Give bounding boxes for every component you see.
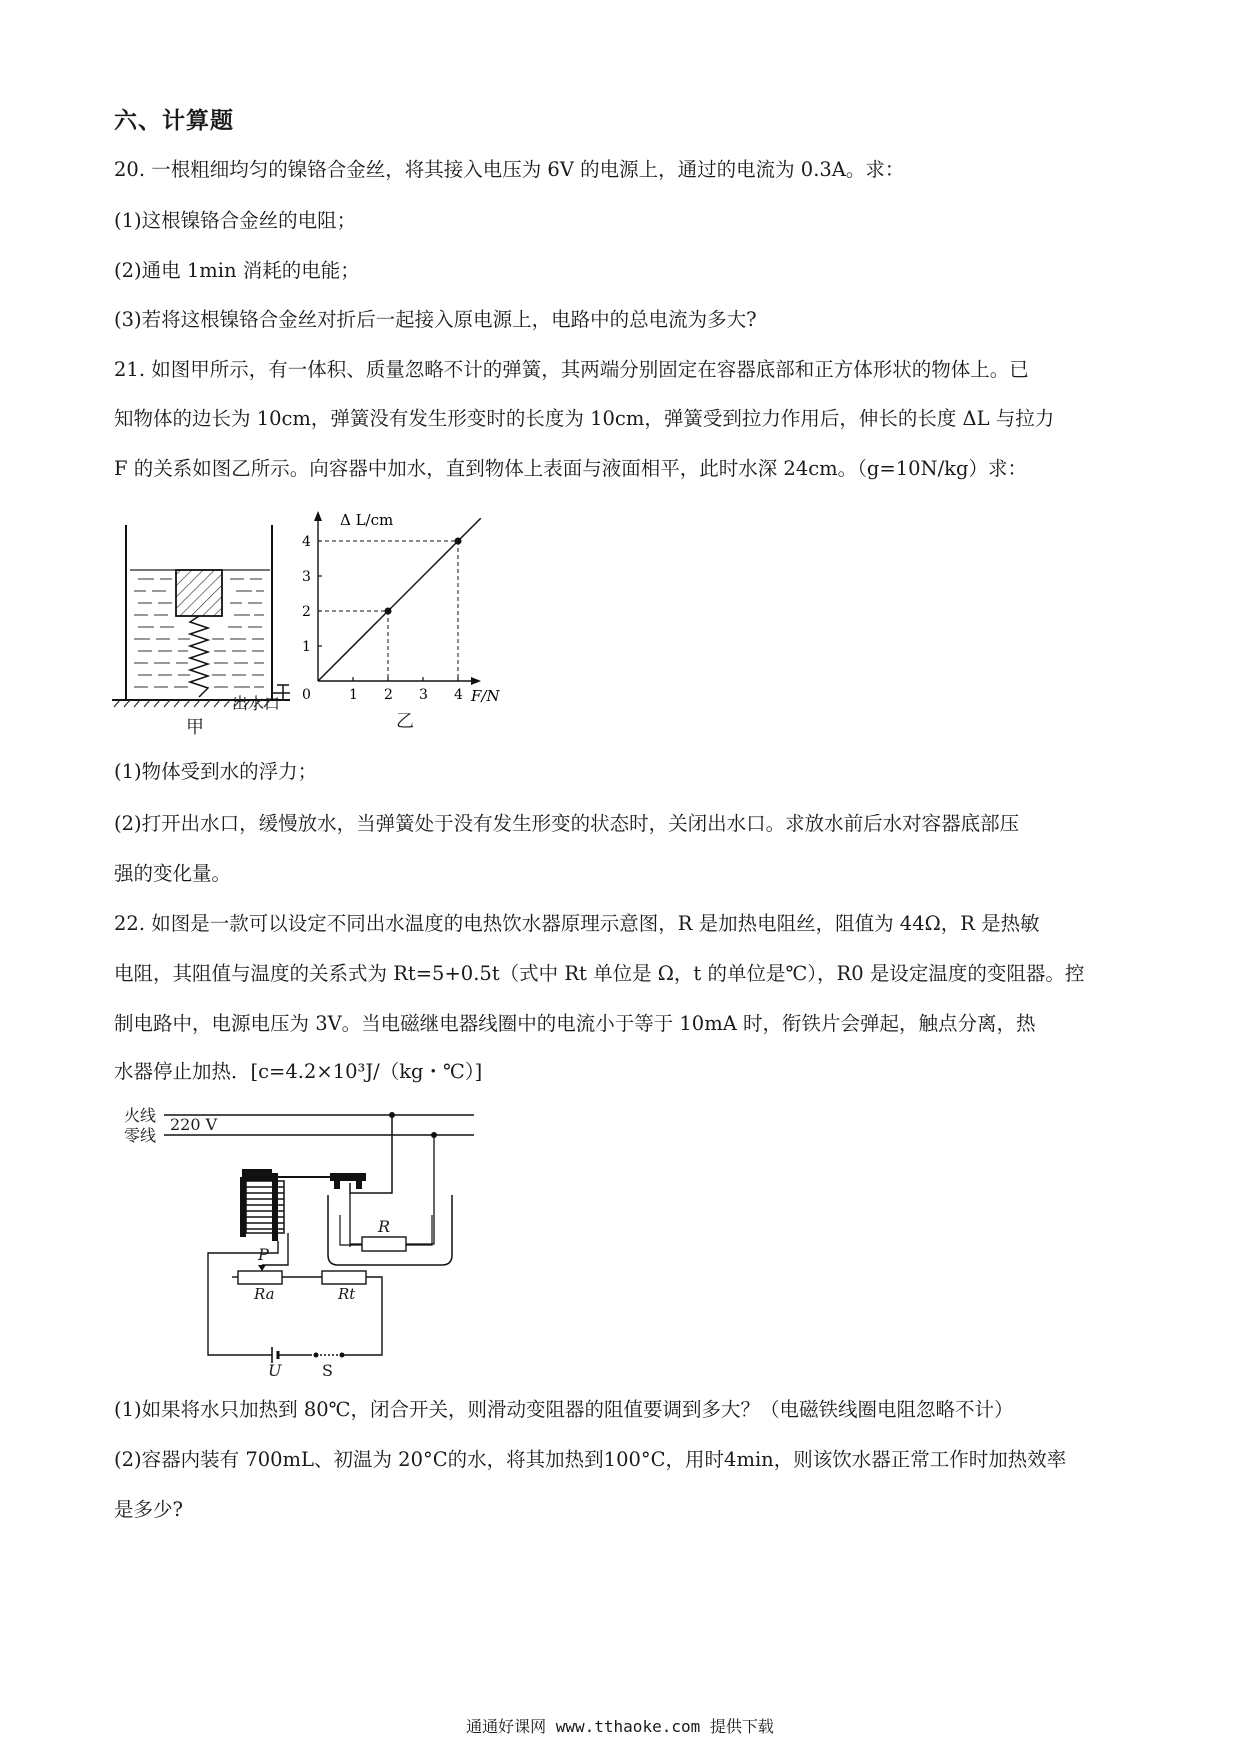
q20-part1: (1)这根镍铬合金丝的电阻； — [114, 209, 357, 232]
y-tick-label: 1 — [302, 639, 311, 655]
figure-yi-caption: 乙 — [396, 711, 414, 732]
q21-stem-line2: 知物体的边长为 10cm，弹簧没有发生形变时的长度为 10cm，弹簧受到拉力作用后，伸长的长度 ΔL 与拉力 — [114, 407, 1055, 430]
q20-part2: (2)通电 1min 消耗的电能； — [114, 259, 360, 282]
q21-part1: (1)物体受到水的浮力； — [114, 760, 318, 783]
footer-download-note: 通通好课网 www.tthaoke.com 提供下载 — [466, 1717, 774, 1736]
rt-label: Rt — [338, 1285, 356, 1303]
q22-stem-line1: 22. 如图是一款可以设定不同出水温度的电热饮水器原理示意图，R 是加热电阻丝，阻值为 44Ω，R 是热敏 — [114, 912, 1040, 935]
figure-jia-caption: 甲 — [186, 717, 204, 738]
x-tick-label: 2 — [384, 687, 393, 703]
y-tick-label: 4 — [302, 534, 311, 550]
battery-u-label: U — [268, 1361, 282, 1380]
q22-stem-line2: 电阻，其阻值与温度的关系式为 Rt=5+0.5t（式中 Rt 单位是 Ω，t 的单位是℃），R0 是设定温度的变阻器。控 — [114, 962, 1085, 985]
q21-stem-line3: F 的关系如图乙所示。向容器中加水，直到物体上表面与液面相平，此时水深 24cm。（g=10N/kg）求： — [114, 457, 1027, 480]
x-tick-label: 3 — [419, 687, 428, 703]
ra-label: Ra — [254, 1285, 275, 1303]
y-axis-label: Δ L/cm — [340, 511, 394, 529]
q22-part2-line2: 是多少? — [114, 1498, 183, 1521]
q22-part1: (1)如果将水只加热到 80℃，闭合开关，则滑动变阻器的阻值要调到多大？（电磁铁线圈电阻忽略不计） — [114, 1398, 1014, 1421]
voltage-label: 220 V — [170, 1115, 218, 1134]
q21-stem-line1: 21. 如图甲所示，有一体积、质量忽略不计的弹簧，其两端分别固定在容器底部和正方体形状的物体上。已 — [114, 358, 1029, 381]
data-point — [385, 608, 392, 615]
y-tick-label: 3 — [302, 569, 311, 585]
q20-part3: (3)若将这根镍铬合金丝对折后一起接入原电源上，电路中的总电流为多大? — [114, 308, 757, 331]
figure-yi-chart — [285, 505, 520, 735]
q20-stem: 20. 一根粗细均匀的镍铬合金丝，将其接入电压为 6V 的电源上，通过的电流为 0.3A。求： — [114, 158, 905, 181]
circuit-diagram — [112, 1105, 492, 1380]
y-axis-arrow — [314, 511, 322, 521]
q22-stem-line4: 水器停止加热．[c=4.2×10³J/（kg・℃）] — [114, 1060, 483, 1083]
q21-part2-line1: (2)打开出水口，缓慢放水，当弹簧处于没有发生形变的状态时，关闭出水口。求放水前后水对容器底部压 — [114, 812, 1020, 835]
chart-svg — [285, 505, 520, 735]
data-point — [455, 538, 462, 545]
slider-p-label: P — [258, 1245, 269, 1264]
outlet-label: 出水口 — [232, 694, 281, 713]
q21-part2-line2: 强的变化量。 — [114, 862, 232, 885]
figure-jia — [112, 525, 302, 740]
origin-label: 0 — [302, 687, 311, 703]
q22-stem-line3: 制电路中，电源电压为 3V。当电磁继电器线圈中的电流小于等于 10mA 时，衔铁片会弹起，触点分离，热 — [114, 1012, 1036, 1035]
section-title: 六、计算题 — [114, 108, 234, 134]
x-tick-label: 4 — [454, 687, 463, 703]
live-wire-label: 火线 — [124, 1106, 157, 1125]
x-axis-label: F/N — [471, 687, 500, 705]
x-axis-arrow — [471, 677, 481, 685]
heater-r-label: R — [378, 1217, 391, 1236]
x-tick-label: 1 — [349, 687, 358, 703]
switch-s-label: S — [322, 1361, 333, 1380]
y-tick-label: 2 — [302, 604, 311, 620]
q22-part2-line1: (2)容器内装有 700mL、初温为 20°C的水，将其加热到100°C，用时4min，则该饮水器正常工作时加热效率 — [114, 1448, 1067, 1471]
neutral-wire-label: 零线 — [124, 1126, 157, 1145]
